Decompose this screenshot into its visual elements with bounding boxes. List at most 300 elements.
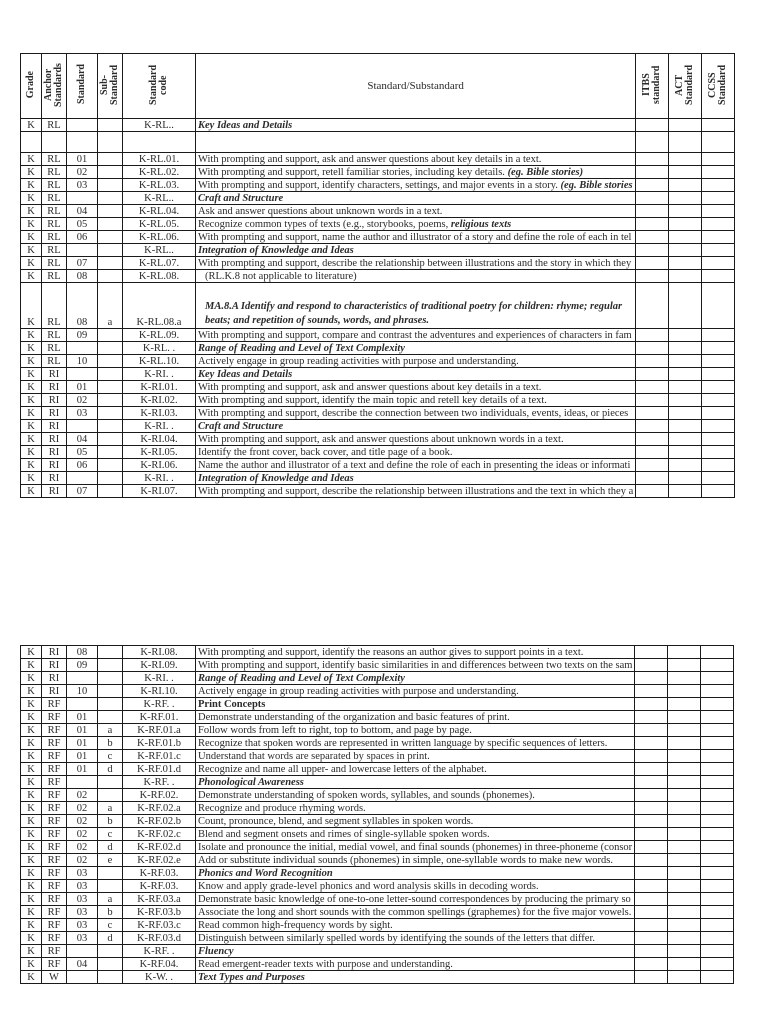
act-cell <box>669 231 702 244</box>
anchor-cell: RI <box>42 394 67 407</box>
standard-cell <box>67 420 98 433</box>
description-text: Text Types and Purposes <box>198 972 305 983</box>
standard-row <box>21 828 734 841</box>
grade-cell: K <box>21 459 42 472</box>
act-cell <box>669 459 702 472</box>
standard-row <box>21 394 735 407</box>
anchor-cell: RI <box>42 433 67 446</box>
description-cell <box>196 815 635 828</box>
description-cell <box>196 119 636 132</box>
standard-row <box>21 270 735 283</box>
anchor-cell: RI <box>42 472 67 485</box>
itbs-cell <box>636 283 669 329</box>
description-cell <box>196 919 635 932</box>
itbs-cell <box>635 880 668 893</box>
act-cell <box>668 867 701 880</box>
standard-row <box>21 711 734 724</box>
act-cell <box>669 355 702 368</box>
ccss-cell <box>702 485 735 498</box>
section-row <box>21 867 734 880</box>
code-cell: K-RL.. <box>123 244 196 257</box>
description-cell <box>196 698 635 711</box>
code-cell: K-RF.04. <box>123 958 196 971</box>
act-cell <box>669 433 702 446</box>
grade-cell: K <box>21 446 42 459</box>
description-cell <box>196 192 636 205</box>
itbs-cell <box>636 192 669 205</box>
standard-cell: 01 <box>67 763 98 776</box>
description-text: Understand that words are separated by spaces in print. <box>198 751 430 762</box>
description-cell <box>196 329 636 342</box>
code-cell: K-RL.. <box>123 192 196 205</box>
standard-row <box>21 179 735 192</box>
ccss-cell <box>701 711 734 724</box>
sub-standard-cell <box>98 776 123 789</box>
anchor-cell: W <box>42 971 67 984</box>
act-cell <box>669 472 702 485</box>
anchor-cell: RI <box>42 672 67 685</box>
anchor-cell: RL <box>42 218 67 231</box>
grade-cell: K <box>21 750 42 763</box>
standard-row <box>21 355 735 368</box>
standard-cell: 10 <box>67 355 98 368</box>
itbs-cell <box>635 932 668 945</box>
anchor-cell: RI <box>42 420 67 433</box>
ccss-cell <box>702 257 735 270</box>
grade-cell: K <box>21 205 42 218</box>
standard-row <box>21 329 735 342</box>
code-cell: K-RI.09. <box>123 659 196 672</box>
anchor-cell: RF <box>42 724 67 737</box>
sub-standard-cell <box>98 355 123 368</box>
ccss-cell <box>701 945 734 958</box>
standard-row <box>21 802 734 815</box>
itbs-cell <box>636 153 669 166</box>
itbs-cell <box>636 132 669 153</box>
description-cell <box>196 231 636 244</box>
act-cell <box>669 257 702 270</box>
description-text: Range of Reading and Level of Text Complexity <box>198 673 405 684</box>
itbs-cell <box>636 342 669 355</box>
sub-standard-cell: e <box>98 854 123 867</box>
description-cell <box>196 841 635 854</box>
description-text: Associate the long and short sounds with the common spellings (graphemes) for the five major vowels. <box>198 907 632 918</box>
act-cell <box>669 179 702 192</box>
grade-cell: K <box>21 880 42 893</box>
sub-standard-cell <box>98 257 123 270</box>
standard-cell: 01 <box>67 724 98 737</box>
description-text: With prompting and support, describe the relationship between illustrations and the text in which they a <box>198 486 634 497</box>
standard-cell: 02 <box>67 815 98 828</box>
sub-standard-cell <box>98 394 123 407</box>
description-text: (RL.K.8 not applicable to literature) <box>205 271 357 282</box>
act-cell <box>669 166 702 179</box>
grade-cell: K <box>21 867 42 880</box>
standard-row <box>21 485 735 498</box>
description-text: Craft and Structure <box>198 193 284 204</box>
description-text: With prompting and support, name the author and illustrator of a story and define the role of each in tel <box>198 232 632 243</box>
description-cell <box>196 646 635 659</box>
description-text: Read common high-frequency words by sight. <box>198 920 393 931</box>
itbs-cell <box>636 459 669 472</box>
act-cell <box>668 711 701 724</box>
anchor-cell: RF <box>42 880 67 893</box>
code-cell: K-RF. . <box>123 776 196 789</box>
ccss-cell <box>702 244 735 257</box>
standard-cell: 03 <box>67 919 98 932</box>
sub-standard-cell <box>98 459 123 472</box>
sub-standard-cell: b <box>98 737 123 750</box>
anchor-cell: RF <box>42 802 67 815</box>
act-header: ACT Standard <box>669 54 702 119</box>
sub-standard-cell: a <box>98 283 123 329</box>
itbs-cell <box>635 698 668 711</box>
anchor-cell: RL <box>42 342 67 355</box>
standard-cell <box>67 945 98 958</box>
sub-standard-cell: c <box>98 919 123 932</box>
description-cell <box>196 368 636 381</box>
grade-cell: K <box>21 789 42 802</box>
ccss-cell <box>702 205 735 218</box>
code-cell: K-RF.01.a <box>123 724 196 737</box>
itbs-cell <box>635 724 668 737</box>
standard-row <box>21 283 735 329</box>
ccss-cell <box>701 763 734 776</box>
description-text: Know and apply grade-level phonics and word analysis skills in decoding words. <box>198 881 539 892</box>
anchor-cell: RI <box>42 485 67 498</box>
ccss-cell <box>701 789 734 802</box>
ccss-cell <box>702 381 735 394</box>
ccss-cell <box>701 919 734 932</box>
anchor-cell: RI <box>42 368 67 381</box>
header-row <box>21 54 735 119</box>
sub-standard-cell <box>98 244 123 257</box>
standard-cell <box>67 244 98 257</box>
code-cell: K-RF.02.c <box>123 828 196 841</box>
grade-cell: K <box>21 433 42 446</box>
ccss-cell <box>702 179 735 192</box>
description-cell <box>196 867 635 880</box>
anchor-cell: RL <box>42 231 67 244</box>
ccss-cell <box>702 283 735 329</box>
description-text: With prompting and support, ask and answer questions about unknown words in a text. <box>198 434 564 445</box>
itbs-cell <box>636 446 669 459</box>
description-cell <box>196 394 636 407</box>
standard-cell: 04 <box>67 205 98 218</box>
ccss-cell <box>702 446 735 459</box>
code-cell: K-RF.02.e <box>123 854 196 867</box>
sub-standard-cell <box>98 485 123 498</box>
grade-cell: K <box>21 283 42 329</box>
description-cell <box>196 205 636 218</box>
act-cell <box>669 446 702 459</box>
description-text: Integration of Knowledge and Ideas <box>198 245 354 256</box>
standard-row <box>21 132 735 153</box>
standard-cell: 03 <box>67 932 98 945</box>
code-cell: K-RI. . <box>123 368 196 381</box>
standard-cell: 02 <box>67 854 98 867</box>
anchor-cell: RL <box>42 329 67 342</box>
anchor-cell: RF <box>42 789 67 802</box>
code-cell: K-RL. . <box>123 342 196 355</box>
description-cell <box>196 407 636 420</box>
grade-cell: K <box>21 257 42 270</box>
description-text: Count, pronounce, blend, and segment syllables in spoken words. <box>198 816 474 827</box>
description-cell <box>196 750 635 763</box>
act-cell <box>669 270 702 283</box>
code-cell: K-RI. . <box>123 672 196 685</box>
act-cell <box>669 132 702 153</box>
code-cell: K-RI.06. <box>123 459 196 472</box>
grade-cell: K <box>21 179 42 192</box>
ccss-cell <box>702 132 735 153</box>
section-row <box>21 244 735 257</box>
act-cell <box>669 342 702 355</box>
code-cell: K-RL.08. <box>123 270 196 283</box>
act-cell <box>668 646 701 659</box>
code-cell: K-RF.01. <box>123 711 196 724</box>
description-cell <box>196 459 636 472</box>
act-cell <box>668 750 701 763</box>
code-cell: K-RI.03. <box>123 407 196 420</box>
standard-cell: 09 <box>67 659 98 672</box>
ccss-header: CCSS Standard <box>702 54 735 119</box>
standard-row <box>21 659 734 672</box>
sub-standard-cell: d <box>98 932 123 945</box>
description-cell <box>196 420 636 433</box>
anchor-cell: RI <box>42 381 67 394</box>
act-cell <box>668 776 701 789</box>
code-cell: K-RF.02.b <box>123 815 196 828</box>
ccss-cell <box>702 218 735 231</box>
section-row <box>21 698 734 711</box>
grade-cell: K <box>21 329 42 342</box>
standard-row <box>21 166 735 179</box>
sub-standard-cell: a <box>98 724 123 737</box>
act-cell <box>669 218 702 231</box>
description-emphasis: (eg. Bible stories <box>557 180 633 191</box>
description-cell <box>196 672 635 685</box>
section-row <box>21 119 735 132</box>
anchor-cell: RF <box>42 841 67 854</box>
standard-cell <box>67 672 98 685</box>
grade-cell: K <box>21 724 42 737</box>
description-text: Phonological Awareness <box>198 777 304 788</box>
anchor-cell: RL <box>42 283 67 329</box>
grade-cell: K <box>21 932 42 945</box>
itbs-cell <box>636 329 669 342</box>
itbs-cell <box>636 244 669 257</box>
standard-cell: 06 <box>67 231 98 244</box>
standard-cell <box>67 368 98 381</box>
description-text: Add or substitute individual sounds (phonemes) in simple, one-syllable words to make new words. <box>198 855 613 866</box>
sub-standard-cell <box>98 205 123 218</box>
ccss-cell <box>701 880 734 893</box>
ccss-cell <box>701 646 734 659</box>
sub-standard-cell <box>98 218 123 231</box>
anchor-cell: RF <box>42 932 67 945</box>
act-cell <box>669 485 702 498</box>
act-cell <box>668 880 701 893</box>
anchor-cell: RF <box>42 893 67 906</box>
act-cell <box>668 893 701 906</box>
grade-cell: K <box>21 407 42 420</box>
description-cell <box>196 906 635 919</box>
standard-cell: 01 <box>67 381 98 394</box>
itbs-cell <box>635 672 668 685</box>
ccss-cell <box>701 737 734 750</box>
grade-cell: K <box>21 646 42 659</box>
anchor-header: Anchor Standards <box>42 54 67 119</box>
itbs-cell <box>636 420 669 433</box>
sub-standard-header: Sub-Standard <box>98 54 123 119</box>
sub-standard-cell <box>98 420 123 433</box>
act-cell <box>668 919 701 932</box>
code-cell: K-RF.03.d <box>123 932 196 945</box>
description-text: Distinguish between similarly spelled words by identifying the sounds of the letters that differ. <box>198 933 595 944</box>
standard-row <box>21 231 735 244</box>
description-cell <box>196 381 636 394</box>
standards-table-bottom <box>20 645 734 984</box>
itbs-cell <box>636 166 669 179</box>
code-cell: K-RF.03.b <box>123 906 196 919</box>
sub-standard-cell <box>98 711 123 724</box>
sub-standard-cell <box>98 119 123 132</box>
description-text: With prompting and support, identify the main topic and retell key details of a text. <box>198 395 547 406</box>
description-text: Recognize and produce rhyming words. <box>198 803 366 814</box>
code-cell: K-W. . <box>123 971 196 984</box>
sub-standard-cell <box>98 433 123 446</box>
itbs-cell <box>635 776 668 789</box>
section-row <box>21 472 735 485</box>
sub-standard-cell <box>98 446 123 459</box>
code-cell: K-RF.02. <box>123 789 196 802</box>
description-cell <box>196 932 635 945</box>
ccss-cell <box>702 355 735 368</box>
itbs-cell <box>635 737 668 750</box>
description-cell <box>196 179 636 192</box>
anchor-cell: RF <box>42 867 67 880</box>
section-row <box>21 368 735 381</box>
code-cell: K-RL.08.a <box>123 283 196 329</box>
description-text: Isolate and pronounce the initial, medial vowel, and final sounds (phonemes) in three-phoneme (consor <box>198 842 633 853</box>
section-row <box>21 420 735 433</box>
description-header: Standard/Substandard <box>196 54 636 119</box>
standard-cell: 08 <box>67 646 98 659</box>
anchor-cell: RL <box>42 244 67 257</box>
grade-cell: K <box>21 958 42 971</box>
act-cell <box>668 659 701 672</box>
standards-table-top <box>20 53 735 498</box>
standard-row <box>21 381 735 394</box>
sub-standard-cell <box>98 685 123 698</box>
standard-row <box>21 646 734 659</box>
itbs-cell <box>635 815 668 828</box>
standard-cell: 08 <box>67 270 98 283</box>
grade-cell: K <box>21 802 42 815</box>
description-text: Identify the front cover, back cover, and title page of a book. <box>198 447 453 458</box>
code-cell: K-RI.04. <box>123 433 196 446</box>
standard-row <box>21 257 735 270</box>
standard-cell: 01 <box>67 737 98 750</box>
ccss-cell <box>701 841 734 854</box>
standard-cell: 07 <box>67 257 98 270</box>
code-cell: K-RI. . <box>123 472 196 485</box>
itbs-cell <box>636 218 669 231</box>
description-text: Craft and Structure <box>198 421 284 432</box>
ccss-cell <box>701 867 734 880</box>
sub-standard-cell <box>98 971 123 984</box>
standard-cell: 03 <box>67 906 98 919</box>
description-text: With prompting and support, compare and contrast the adventures and experiences of characters in fam <box>198 330 632 341</box>
standard-row <box>21 750 734 763</box>
grade-cell: K <box>21 828 42 841</box>
itbs-cell <box>636 257 669 270</box>
ccss-cell <box>702 153 735 166</box>
standard-cell: 06 <box>67 459 98 472</box>
description-text: Demonstrate understanding of the organization and basic features of print. <box>198 712 510 723</box>
anchor-cell: RL <box>42 270 67 283</box>
itbs-cell <box>636 368 669 381</box>
act-cell <box>669 368 702 381</box>
act-cell <box>668 971 701 984</box>
grade-cell: K <box>21 945 42 958</box>
act-cell <box>668 789 701 802</box>
itbs-cell <box>636 270 669 283</box>
ccss-cell <box>702 166 735 179</box>
grade-cell: K <box>21 394 42 407</box>
ccss-cell <box>701 750 734 763</box>
ccss-cell <box>701 698 734 711</box>
ccss-cell <box>701 893 734 906</box>
anchor-cell: RL <box>42 355 67 368</box>
ccss-cell <box>701 906 734 919</box>
ccss-cell <box>701 932 734 945</box>
itbs-cell <box>635 763 668 776</box>
act-cell <box>668 802 701 815</box>
code-cell: K-RI.10. <box>123 685 196 698</box>
anchor-cell: RI <box>42 659 67 672</box>
ccss-cell <box>701 815 734 828</box>
anchor-cell: RF <box>42 750 67 763</box>
standard-cell: 02 <box>67 841 98 854</box>
grade-cell: K <box>21 355 42 368</box>
ccss-cell <box>702 407 735 420</box>
itbs-cell <box>635 659 668 672</box>
standard-row <box>21 763 734 776</box>
standard-cell <box>67 776 98 789</box>
anchor-cell: RI <box>42 459 67 472</box>
description-cell <box>196 355 636 368</box>
itbs-cell <box>635 906 668 919</box>
act-cell <box>669 283 702 329</box>
code-cell: K-RF.02.d <box>123 841 196 854</box>
standard-cell: 03 <box>67 893 98 906</box>
code-cell: K-RL.06. <box>123 231 196 244</box>
itbs-cell <box>635 867 668 880</box>
description-text: Read emergent-reader texts with purpose and understanding. <box>198 959 453 970</box>
section-row <box>21 776 734 789</box>
grade-cell: K <box>21 270 42 283</box>
description-cell <box>196 945 635 958</box>
standard-row <box>21 919 734 932</box>
grade-cell: K <box>21 815 42 828</box>
standard-row <box>21 789 734 802</box>
itbs-cell <box>636 231 669 244</box>
anchor-cell: RF <box>42 945 67 958</box>
ccss-cell <box>702 342 735 355</box>
description-cell <box>196 880 635 893</box>
